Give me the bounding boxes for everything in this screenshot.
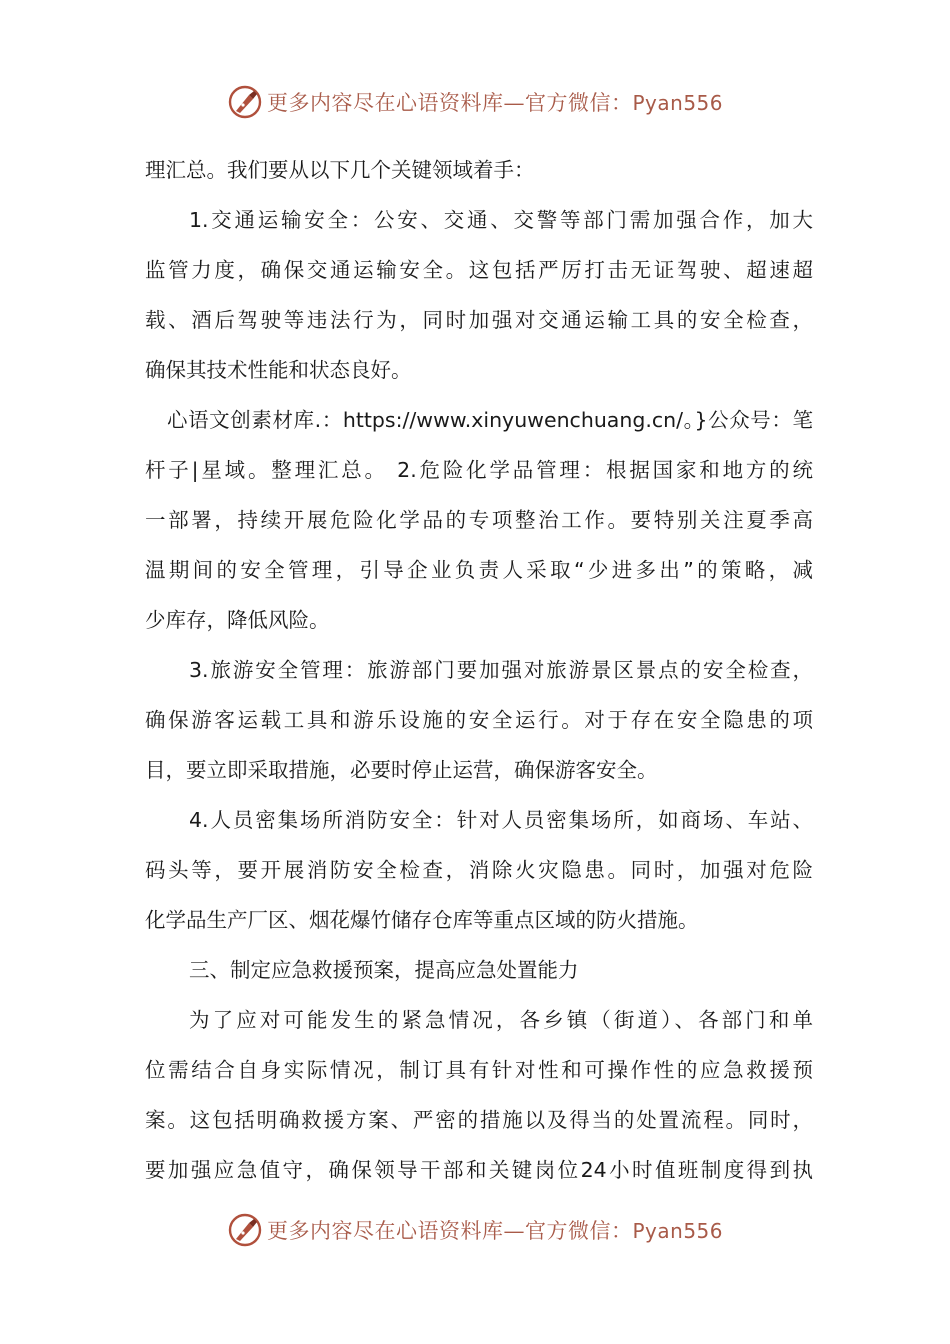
text-line: 要加强应急值守，确保领导干部和关键岗位24小时值班制度得到执: [145, 1158, 813, 1182]
pen-nib-logo-icon: [227, 84, 263, 120]
text-line: 温期间的安全管理，引导企业负责人采取“少进多出”的策略，减: [145, 558, 813, 582]
text-line: 心语文创素材库.：https://www.xinyuwenchuang.cn/。}公众号：笔: [167, 408, 813, 432]
text-line: 3.旅游安全管理：旅游部门要加强对旅游景区景点的安全检查，: [189, 658, 813, 682]
text-line: 1.交通运输安全：公安、交通、交警等部门需加强合作，加大: [189, 208, 813, 232]
banner-label: 更多内容尽在心语资料库—官方微信：: [266, 1219, 633, 1243]
document-body: [145, 145, 813, 1195]
banner-text: [267, 87, 723, 117]
text-line: 杆子|星域。整理汇总。 2.危险化学品管理：根据国家和地方的统: [145, 458, 813, 482]
text-line: 理汇总。我们要从以下几个关键领域着手：: [145, 158, 535, 182]
text-line: 确保游客运载工具和游乐设施的安全运行。对于存在安全隐患的项: [145, 708, 813, 732]
banner-label: 更多内容尽在心语资料库—官方微信：: [266, 91, 633, 115]
text-line: 位需结合自身实际情况，制订具有针对性和可操作性的应急救援预: [145, 1058, 813, 1082]
pen-nib-logo-icon: [227, 1212, 263, 1248]
text-line: 4.人员密集场所消防安全：针对人员密集场所，如商场、车站、: [189, 808, 813, 832]
text-line: 码头等，要开展消防安全检查，消除火灾隐患。同时，加强对危险: [145, 858, 813, 882]
text-line: 为了应对可能发生的紧急情况，各乡镇（街道）、各部门和单: [189, 1008, 813, 1032]
text-line: 载、酒后驾驶等违法行为，同时加强对交通运输工具的安全检查，: [145, 308, 813, 332]
text-line: 确保其技术性能和状态良好。: [145, 358, 412, 382]
header-banner: [0, 82, 950, 122]
banner-text: [267, 1215, 723, 1245]
footer-banner: [0, 1210, 950, 1250]
text-line: 目，要立即采取措施，必要时停止运营，确保游客安全。: [145, 758, 658, 782]
text-line: 案。这包括明确救援方案、严密的措施以及得当的处置流程。同时，: [145, 1108, 813, 1132]
wechat-id: Pyan556: [632, 91, 723, 115]
text-line: 少库存，降低风险。: [145, 608, 330, 632]
text-line: 一部署，持续开展危险化学品的专项整治工作。要特别关注夏季高: [145, 508, 813, 532]
text-line: 监管力度，确保交通运输安全。这包括严厉打击无证驾驶、超速超: [145, 258, 813, 282]
wechat-id: Pyan556: [632, 1219, 723, 1243]
section-heading: 三、制定应急救援预案，提高应急处置能力: [189, 958, 579, 982]
text-line: 化学品生产厂区、烟花爆竹储存仓库等重点区域的防火措施。: [145, 908, 699, 932]
